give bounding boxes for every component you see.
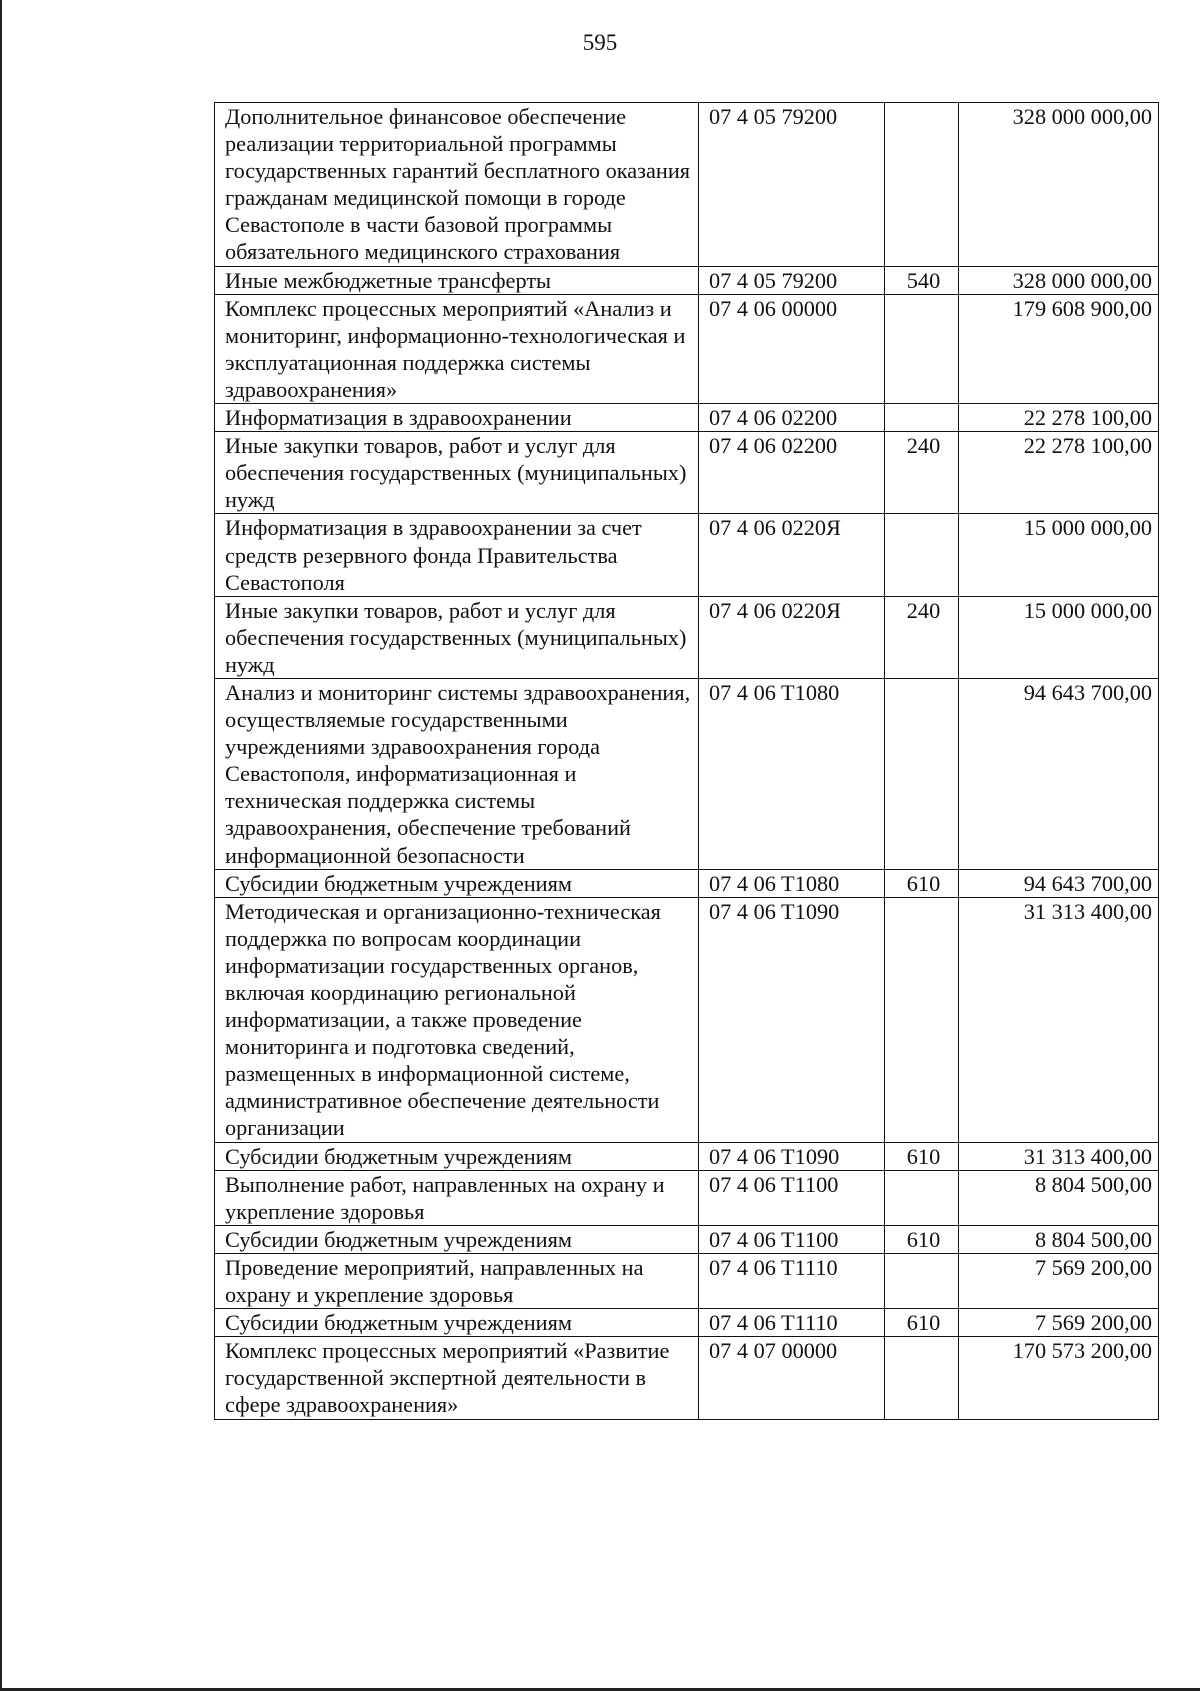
expense-type-cell: 240 [885, 596, 959, 678]
row-name-cell: Информатизация в здравоохранении [215, 404, 699, 432]
table-row [215, 404, 1159, 432]
row-name-cell: Субсидии бюджетным учреждениям [215, 869, 699, 897]
expense-type-cell: 240 [885, 432, 959, 514]
table-row [215, 514, 1159, 596]
amount-cell: 179 608 900,00 [959, 294, 1159, 403]
target-code-cell: 07 4 06 00000 [699, 294, 885, 403]
expense-type-cell [885, 1337, 959, 1419]
table-row [215, 1309, 1159, 1337]
target-code-cell: 07 4 06 T1090 [699, 897, 885, 1142]
amount-cell: 7 569 200,00 [959, 1309, 1159, 1337]
row-name-cell: Иные межбюджетные трансферты [215, 266, 699, 294]
row-name-cell: Иные закупки товаров, работ и услуг для обеспечения государственных (муниципальных) нужд [215, 432, 699, 514]
row-name-cell: Дополнительное финансовое обеспечение реализации территориальной программы государственных гарантий бесплатного оказания гражданам медицинской помощи в городе Севастополе в части базовой программы обязательного медицинского страхования [215, 103, 699, 267]
target-code-cell: 07 4 07 00000 [699, 1337, 885, 1419]
amount-cell: 31 313 400,00 [959, 897, 1159, 1142]
table-row [215, 266, 1159, 294]
amount-cell: 15 000 000,00 [959, 596, 1159, 678]
page-number: 595 [582, 30, 618, 55]
target-code-cell: 07 4 06 0220Я [699, 596, 885, 678]
target-code-cell: 07 4 06 T1100 [699, 1170, 885, 1225]
table-row [215, 678, 1159, 869]
target-code-cell: 07 4 06 T1090 [699, 1142, 885, 1170]
expense-type-cell: 610 [885, 1142, 959, 1170]
target-code-cell: 07 4 05 79200 [699, 266, 885, 294]
expense-type-cell [885, 1170, 959, 1225]
amount-cell: 22 278 100,00 [959, 432, 1159, 514]
amount-cell: 94 643 700,00 [959, 869, 1159, 897]
table-row [215, 1142, 1159, 1170]
table-row [215, 1225, 1159, 1253]
target-code-cell: 07 4 06 T1080 [699, 869, 885, 897]
expense-type-cell [885, 404, 959, 432]
table-row [215, 596, 1159, 678]
table-row [215, 897, 1159, 1142]
amount-cell: 170 573 200,00 [959, 1337, 1159, 1419]
row-name-cell: Субсидии бюджетным учреждениям [215, 1142, 699, 1170]
expense-type-cell [885, 897, 959, 1142]
expense-type-cell: 610 [885, 869, 959, 897]
expense-type-cell [885, 678, 959, 869]
amount-cell: 328 000 000,00 [959, 266, 1159, 294]
row-name-cell: Методическая и организационно-техническая поддержка по вопросам координации информатизации государственных органов, включая координацию региональной информатизации, а также проведение мониторинга и подготовка сведений, размещенных в информационной системе, административное обеспечение деятельности организации [215, 897, 699, 1142]
expense-type-cell [885, 1253, 959, 1308]
row-name-cell: Субсидии бюджетным учреждениям [215, 1309, 699, 1337]
amount-cell: 7 569 200,00 [959, 1253, 1159, 1308]
target-code-cell: 07 4 06 T1100 [699, 1225, 885, 1253]
amount-cell: 94 643 700,00 [959, 678, 1159, 869]
amount-cell: 328 000 000,00 [959, 103, 1159, 267]
expense-type-cell: 610 [885, 1225, 959, 1253]
row-name-cell: Комплекс процессных мероприятий «Анализ и мониторинг, информационно-технологическая и эксплуатационная поддержка системы здравоохранения» [215, 294, 699, 403]
amount-cell: 8 804 500,00 [959, 1225, 1159, 1253]
target-code-cell: 07 4 06 02200 [699, 432, 885, 514]
amount-cell: 22 278 100,00 [959, 404, 1159, 432]
expense-type-cell [885, 514, 959, 596]
row-name-cell: Субсидии бюджетным учреждениям [215, 1225, 699, 1253]
table-row [215, 103, 1159, 267]
expense-type-cell: 610 [885, 1309, 959, 1337]
table-row [215, 1170, 1159, 1225]
table-row [215, 294, 1159, 403]
row-name-cell: Проведение мероприятий, направленных на охрану и укрепление здоровья [215, 1253, 699, 1308]
target-code-cell: 07 4 06 T1110 [699, 1309, 885, 1337]
target-code-cell: 07 4 06 0220Я [699, 514, 885, 596]
target-code-cell: 07 4 05 79200 [699, 103, 885, 267]
target-code-cell: 07 4 06 02200 [699, 404, 885, 432]
target-code-cell: 07 4 06 T1080 [699, 678, 885, 869]
table-row [215, 432, 1159, 514]
row-name-cell: Информатизация в здравоохранении за счет средств резервного фонда Правительства Севастополя [215, 514, 699, 596]
row-name-cell: Выполнение работ, направленных на охрану и укрепление здоровья [215, 1170, 699, 1225]
expense-type-cell [885, 294, 959, 403]
amount-cell: 31 313 400,00 [959, 1142, 1159, 1170]
table-row [215, 1253, 1159, 1308]
amount-cell: 8 804 500,00 [959, 1170, 1159, 1225]
target-code-cell: 07 4 06 T1110 [699, 1253, 885, 1308]
budget-table [214, 102, 1159, 1420]
expense-type-cell: 540 [885, 266, 959, 294]
expense-type-cell [885, 103, 959, 267]
row-name-cell: Анализ и мониторинг системы здравоохранения, осуществляемые государственными учреждениями здравоохранения города Севастополя, информатизационная и техническая поддержка системы здравоохранения, обеспечение требований информационной безопасности [215, 678, 699, 869]
amount-cell: 15 000 000,00 [959, 514, 1159, 596]
table-row [215, 1337, 1159, 1419]
row-name-cell: Иные закупки товаров, работ и услуг для обеспечения государственных (муниципальных) нужд [215, 596, 699, 678]
table-row [215, 869, 1159, 897]
row-name-cell: Комплекс процессных мероприятий «Развитие государственной экспертной деятельности в сфере здравоохранения» [215, 1337, 699, 1419]
